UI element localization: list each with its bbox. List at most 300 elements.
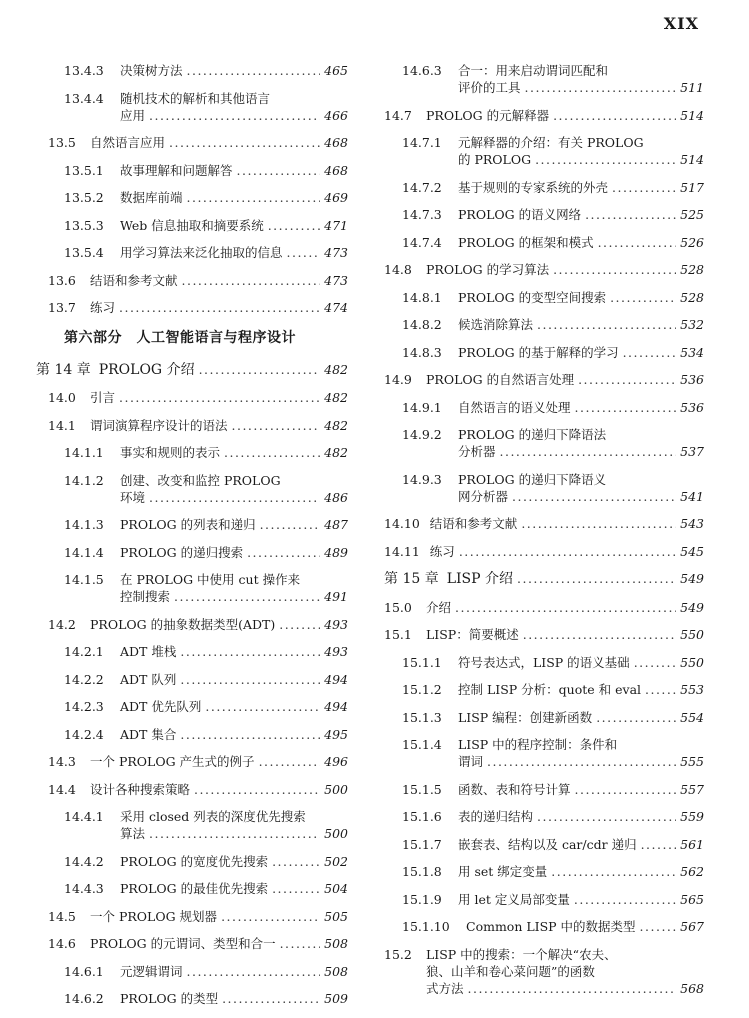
toc-line <box>384 946 704 963</box>
section-title: PROLOG 的框架和模式 <box>458 234 594 250</box>
leader-dots <box>585 206 676 223</box>
leader-dots <box>221 908 320 925</box>
leader-dots <box>149 825 320 842</box>
toc-line <box>402 234 704 251</box>
toc-entry[interactable] <box>36 671 348 688</box>
page-ref: 536 <box>680 372 704 387</box>
leader-dots <box>537 316 676 333</box>
toc-line <box>48 908 348 925</box>
section-number: 13.6 <box>48 272 76 288</box>
toc-line <box>64 489 348 506</box>
toc-line <box>402 79 704 96</box>
toc-line <box>48 935 348 952</box>
toc-line <box>384 963 704 980</box>
toc-entry[interactable] <box>384 946 704 997</box>
toc-entry[interactable] <box>36 781 348 798</box>
toc-entry[interactable] <box>36 808 348 842</box>
toc-entry[interactable] <box>36 698 348 715</box>
toc-entry[interactable] <box>384 206 704 223</box>
toc-entry[interactable] <box>36 472 348 506</box>
toc-line <box>64 62 348 79</box>
section-title: PROLOG 的变型空间搜索 <box>458 289 607 305</box>
leader-dots <box>180 726 320 743</box>
section-title: PROLOG 的列表和递归 <box>120 517 256 532</box>
section-title: 事实和规则的表示 <box>120 445 221 460</box>
page-ref: 543 <box>680 516 704 531</box>
toc-entry[interactable] <box>36 990 348 1007</box>
toc-entry[interactable] <box>36 726 348 743</box>
page-ref: 550 <box>680 654 704 670</box>
page-ref: 508 <box>324 936 348 951</box>
section-title: PROLOG 的递归搜索 <box>120 544 244 560</box>
page-ref: 509 <box>324 991 348 1006</box>
leader-dots <box>575 399 677 416</box>
page-ref: 482 <box>324 445 348 460</box>
leader-dots <box>641 836 677 853</box>
toc-entry[interactable] <box>384 234 704 251</box>
toc-entry[interactable] <box>384 736 704 770</box>
leader-dots <box>199 361 321 378</box>
page-ref: 557 <box>680 781 704 797</box>
page-ref: 466 <box>324 107 348 123</box>
section-number: 13.5.2 <box>64 190 104 205</box>
toc-entry[interactable] <box>36 389 348 406</box>
toc-entry[interactable] <box>36 571 348 605</box>
page-ref: 482 <box>324 361 348 377</box>
section-title: PROLOG 的递归下降语法 <box>458 427 607 442</box>
section-number: 13.5.1 <box>64 162 104 178</box>
toc-entry[interactable] <box>36 908 348 925</box>
page-ref: 561 <box>680 836 704 852</box>
toc-entry[interactable] <box>384 426 704 460</box>
section-number: 14.6.1 <box>64 963 104 979</box>
toc-chapter-entry[interactable] <box>36 361 348 379</box>
section-title: PROLOG 的抽象数据类型(ADT) <box>90 616 276 632</box>
page-ref: 545 <box>680 543 704 559</box>
toc-entry[interactable] <box>384 399 704 416</box>
toc-entry[interactable] <box>384 626 704 643</box>
toc-entry[interactable] <box>36 643 348 660</box>
toc-entry[interactable] <box>36 616 348 633</box>
toc-line <box>64 217 348 234</box>
leader-dots <box>237 162 321 179</box>
page-ref: 496 <box>324 754 348 769</box>
toc-line <box>402 836 704 853</box>
leader-dots <box>222 990 320 1007</box>
section-number: 15.1.7 <box>402 836 442 852</box>
toc-entry[interactable] <box>384 918 704 935</box>
section-number: 14.3 <box>48 754 76 769</box>
section-title: 自然语言应用 <box>90 135 166 150</box>
page-ref: 537 <box>680 444 704 459</box>
toc-line <box>48 616 348 633</box>
toc-line <box>402 654 704 671</box>
toc-entry[interactable] <box>36 417 348 434</box>
section-number: 15.1.5 <box>402 781 442 797</box>
section-title: 结语和参考文献 <box>429 516 518 531</box>
section-title: LISP 中的程序控制：条件和 <box>458 737 618 752</box>
toc-entry[interactable] <box>384 371 704 388</box>
toc-entry[interactable] <box>384 808 704 825</box>
page-ref: 541 <box>680 488 704 504</box>
section-number: 15.1.8 <box>402 864 442 879</box>
leader-dots <box>224 444 320 461</box>
page-ref: 525 <box>680 207 704 222</box>
section-number: 14.1.3 <box>64 517 104 532</box>
toc-entry[interactable] <box>36 134 348 151</box>
toc-line <box>64 107 348 124</box>
page-ref: 494 <box>324 699 348 714</box>
section-title: Web 信息抽取和摘要系统 <box>120 217 264 233</box>
page-ref: 553 <box>680 682 704 697</box>
leader-dots <box>194 781 320 798</box>
toc-line <box>402 151 704 168</box>
section-title: 环境 <box>120 489 146 505</box>
leader-dots <box>598 234 677 251</box>
page-ref: 494 <box>324 671 348 687</box>
leader-dots <box>247 544 320 561</box>
toc-entry[interactable] <box>36 162 348 179</box>
section-title: PROLOG 的元谓词、类型和合一 <box>90 936 276 951</box>
leader-dots <box>537 808 676 825</box>
page-ref: 555 <box>680 754 704 769</box>
section-number: 14.8.1 <box>402 289 442 305</box>
section-title: Common LISP 中的数据类型 <box>466 919 636 934</box>
section-title: PROLOG 的宽度优先搜索 <box>120 853 269 869</box>
toc-entry[interactable] <box>384 709 704 726</box>
page-ref: 473 <box>324 245 348 260</box>
toc-entry[interactable] <box>384 134 704 168</box>
toc-entry[interactable] <box>384 781 704 798</box>
section-title: PROLOG 的自然语言处理 <box>426 372 575 387</box>
section-number: 14.1 <box>48 417 76 433</box>
page-ref: 465 <box>324 63 348 78</box>
toc-line <box>402 206 704 223</box>
toc-entry[interactable] <box>384 654 704 671</box>
toc-line <box>64 963 348 980</box>
leader-dots <box>180 643 320 660</box>
leader-dots <box>517 570 676 587</box>
toc-line <box>48 134 348 151</box>
section-number: 14.2.3 <box>64 699 104 714</box>
toc-entry[interactable] <box>384 289 704 306</box>
section-title: ADT 队列 <box>120 671 177 687</box>
toc-entry[interactable] <box>36 299 348 316</box>
leader-dots <box>272 880 320 897</box>
section-title: 故事理解和问题解答 <box>120 162 233 178</box>
toc-line <box>402 781 704 798</box>
toc-entry[interactable] <box>384 836 704 853</box>
section-title: 符号表达式，LISP 的语义基础 <box>458 654 630 670</box>
toc-line <box>48 272 348 289</box>
section-number: 第 15 章 <box>384 571 439 587</box>
toc-entry[interactable] <box>36 62 348 79</box>
toc-line <box>64 244 348 261</box>
toc-line <box>402 289 704 306</box>
leader-dots <box>280 935 321 952</box>
leader-dots <box>272 853 320 870</box>
section-number: 14.9.3 <box>402 471 442 487</box>
section-title: 狼、山羊和卷心菜问题”的函数 <box>426 963 595 979</box>
page-ref: 549 <box>680 571 704 586</box>
page-ref: 504 <box>324 881 348 896</box>
toc-line <box>64 698 348 715</box>
leader-dots <box>468 980 677 997</box>
section-title: 在 PROLOG 中使用 cut 操作来 <box>120 572 301 587</box>
section-title: LISP：简要概述 <box>426 627 519 642</box>
section-title: 元解释器的介绍：有关 PROLOG <box>458 135 644 150</box>
page-ref: 491 <box>324 589 348 604</box>
page-ref: 495 <box>324 726 348 742</box>
section-number: 13.5.3 <box>64 217 104 233</box>
section-number: 14.2 <box>48 616 76 632</box>
leader-dots <box>180 671 320 688</box>
toc-entry[interactable] <box>36 444 348 461</box>
page-ref: 528 <box>680 262 704 277</box>
page-ref: 500 <box>324 781 348 797</box>
leader-dots <box>187 62 321 79</box>
section-title: 创建、改变和监控 PROLOG <box>120 472 281 488</box>
section-title: PROLOG 的基于解释的学习 <box>458 344 619 360</box>
page-ref: 493 <box>324 616 348 632</box>
leader-dots <box>182 272 321 289</box>
section-title: 采用 closed 列表的深度优先搜索 <box>120 809 306 824</box>
toc-line <box>64 516 348 533</box>
toc-entry[interactable] <box>36 516 348 533</box>
toc-line <box>64 990 348 1007</box>
toc-entry[interactable] <box>384 344 704 361</box>
page-ref: 473 <box>324 272 348 288</box>
section-number: 15.1.1 <box>402 654 442 670</box>
section-number: 15.1.10 <box>402 919 450 934</box>
toc-entry[interactable] <box>384 543 704 560</box>
page-ref: 567 <box>680 919 704 934</box>
page-ref: 528 <box>680 289 704 305</box>
page-ref: 471 <box>324 217 348 233</box>
toc-line <box>402 808 704 825</box>
page-ref: 487 <box>324 517 348 532</box>
section-number: 15.0 <box>384 599 412 615</box>
section-title: 设计各种搜索策略 <box>90 781 191 797</box>
section-title: PROLOG 介绍 <box>98 361 195 378</box>
section-title: ADT 集合 <box>120 726 177 742</box>
toc-entry[interactable] <box>36 963 348 980</box>
page-ref: 554 <box>680 709 704 725</box>
toc-line <box>48 753 348 770</box>
section-title: 一个 PROLOG 规划器 <box>90 908 218 924</box>
section-number: 15.1.3 <box>402 709 442 725</box>
leader-dots <box>610 289 676 306</box>
leader-dots <box>287 244 321 261</box>
section-title: LISP 中的搜索：一个解决“农夫、 <box>426 946 617 962</box>
page-ref: 514 <box>680 152 704 167</box>
leader-dots <box>279 616 320 633</box>
section-title: 嵌套表、结构以及 car/cdr 递归 <box>458 836 637 852</box>
leader-dots <box>521 515 676 532</box>
section-number: 14.1.1 <box>64 445 104 460</box>
toc-entry[interactable] <box>384 891 704 908</box>
toc-line <box>384 371 704 388</box>
toc-line <box>48 781 348 798</box>
page-ref: 500 <box>324 826 348 841</box>
leader-dots <box>187 963 321 980</box>
toc-line <box>402 918 704 935</box>
toc-line <box>402 134 704 151</box>
leader-dots <box>512 488 676 505</box>
section-title: PROLOG 的语义网络 <box>458 207 582 222</box>
section-number: 14.9.1 <box>402 399 442 415</box>
toc-line <box>64 671 348 688</box>
section-title: 用 let 定义局部变量 <box>458 891 570 907</box>
leader-dots <box>119 389 320 406</box>
toc-line <box>64 571 348 588</box>
toc-line <box>64 808 348 825</box>
leader-dots <box>500 443 677 460</box>
toc-line <box>64 588 348 605</box>
page-ref: 559 <box>680 809 704 824</box>
toc-entry[interactable] <box>36 189 348 206</box>
toc-entry[interactable] <box>36 90 348 124</box>
toc-entry[interactable] <box>384 316 704 333</box>
page-ref: 493 <box>324 644 348 659</box>
section-number: 13.4.3 <box>64 63 104 78</box>
leader-dots <box>205 698 320 715</box>
section-number: 13.5.4 <box>64 245 104 260</box>
leader-dots <box>551 863 676 880</box>
section-title: LISP 介绍 <box>446 571 514 587</box>
toc-line <box>48 389 348 406</box>
leader-dots <box>459 543 676 560</box>
section-number: 14.4.3 <box>64 881 104 896</box>
leader-dots <box>523 626 676 643</box>
leader-dots <box>268 217 320 234</box>
toc-line <box>384 515 704 532</box>
toc-entry[interactable] <box>384 179 704 196</box>
section-title: 随机技术的解析和其他语言 <box>120 90 271 106</box>
toc-line <box>64 880 348 897</box>
section-title: 表的递归结构 <box>458 809 534 824</box>
toc-entry[interactable] <box>384 107 704 124</box>
toc-line <box>402 709 704 726</box>
toc-right-column <box>384 62 704 1007</box>
page-ref: 482 <box>324 390 348 405</box>
toc-entry[interactable] <box>384 62 704 96</box>
leader-dots <box>645 681 676 698</box>
toc-line <box>402 863 704 880</box>
page-ref: 514 <box>680 107 704 123</box>
section-number: 14.9 <box>384 372 412 387</box>
section-number: 14.1.2 <box>64 472 104 488</box>
section-number: 14.8.2 <box>402 317 442 332</box>
page-ref: 549 <box>680 599 704 615</box>
toc-line <box>384 107 704 124</box>
toc-entry[interactable] <box>384 261 704 278</box>
page-ref: 562 <box>680 864 704 879</box>
section-title: PROLOG 的元解释器 <box>426 107 550 123</box>
toc-entry[interactable] <box>36 544 348 561</box>
section-title: 谓词 <box>458 754 484 769</box>
toc-line <box>64 90 348 107</box>
section-number: 14.10 <box>384 516 420 531</box>
leader-dots <box>640 918 677 935</box>
section-number: 14.8.3 <box>402 344 442 360</box>
section-title: 练习 <box>90 300 116 315</box>
section-number: 14.2.1 <box>64 644 104 659</box>
section-number: 14.6.3 <box>402 63 442 78</box>
page-ref: 486 <box>324 489 348 505</box>
toc-line <box>402 179 704 196</box>
section-title: 应用 <box>120 107 146 123</box>
section-number: 14.7.1 <box>402 135 442 150</box>
section-title: 分析器 <box>458 444 496 459</box>
toc-entry[interactable] <box>384 599 704 616</box>
toc-entry[interactable] <box>384 863 704 880</box>
section-number: 15.1 <box>384 627 412 642</box>
page-ref: 534 <box>680 344 704 360</box>
section-number: 14.5 <box>48 908 76 924</box>
toc-entry[interactable] <box>36 935 348 952</box>
toc-line <box>384 543 704 560</box>
toc-line <box>48 417 348 434</box>
page-ref: 468 <box>324 135 348 150</box>
page-ref: 532 <box>680 317 704 332</box>
toc-chapter-entry[interactable] <box>384 570 704 588</box>
leader-dots <box>612 179 676 196</box>
section-number: 14.8 <box>384 262 412 277</box>
leader-dots <box>575 781 677 798</box>
section-number: 14.4.1 <box>64 809 104 824</box>
page-ref: 474 <box>324 300 348 315</box>
page-number: XIX <box>663 14 699 33</box>
section-title: 函数、表和符号计算 <box>458 781 571 797</box>
section-number: 15.1.2 <box>402 682 442 697</box>
toc-entry[interactable] <box>36 272 348 289</box>
toc-line <box>64 544 348 561</box>
toc-line <box>384 599 704 616</box>
toc-entry[interactable] <box>384 471 704 505</box>
toc-entry[interactable] <box>36 880 348 897</box>
toc-entry[interactable] <box>36 217 348 234</box>
toc-entry[interactable] <box>36 853 348 870</box>
toc-line <box>384 570 704 588</box>
section-number: 14.7.3 <box>402 207 442 222</box>
page-ref: 565 <box>680 891 704 907</box>
section-title: 算法 <box>120 826 146 841</box>
section-title: 控制搜索 <box>120 589 171 604</box>
toc-line <box>48 299 348 316</box>
toc-line <box>402 471 704 488</box>
toc-left-column <box>36 62 348 1018</box>
section-title: 结语和参考文献 <box>90 272 178 288</box>
section-number: 14.4.2 <box>64 853 104 869</box>
section-title: 引言 <box>90 390 116 405</box>
leader-dots <box>187 189 321 206</box>
section-title: 谓词演算程序设计的语法 <box>90 417 228 433</box>
leader-dots <box>232 417 321 434</box>
toc-line <box>384 980 704 997</box>
toc-line <box>402 681 704 698</box>
section-number: 15.1.6 <box>402 809 442 824</box>
toc-entry[interactable] <box>384 515 704 532</box>
toc-entry[interactable] <box>36 753 348 770</box>
section-number: 15.1.4 <box>402 737 442 752</box>
section-number: 14.6 <box>48 936 76 951</box>
toc-entry[interactable] <box>384 681 704 698</box>
leader-dots <box>623 344 677 361</box>
leader-dots <box>574 891 676 908</box>
toc-entry[interactable] <box>36 244 348 261</box>
toc-line <box>36 361 348 379</box>
